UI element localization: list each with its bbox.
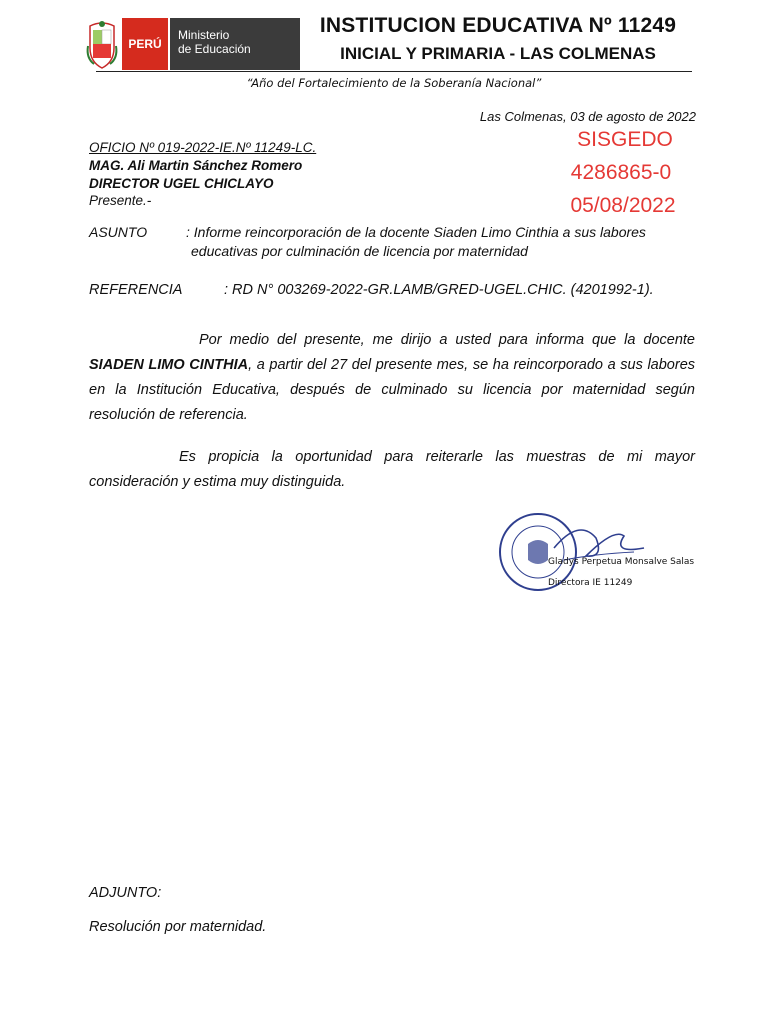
sisgedo-date: 05/08/2022 — [570, 194, 676, 217]
ministry-logo — [84, 18, 300, 70]
asunto-label: ASUNTO — [89, 224, 148, 240]
asunto-line-2: educativas por culminación de licencia por maternidad — [191, 243, 528, 259]
header-divider — [96, 71, 692, 72]
ministry-line-1: Ministerio — [178, 28, 230, 42]
signer-role: Directora IE 11249 — [548, 578, 633, 588]
peru-label: PERÚ — [122, 18, 168, 70]
recipient-name: MAG. Ali Martin Sánchez Romero — [89, 158, 303, 173]
institution-title: INSTITUCION EDUCATIVA Nº 11249 — [319, 14, 677, 37]
sisgedo-label: SISGEDO — [577, 128, 673, 151]
asunto-line-1: : Informe reincorporación de la docente Siaden Limo Cinthia a sus labores — [186, 224, 646, 240]
ministry-line-2: de Educación — [178, 42, 251, 56]
body-p1-intro: Por medio del presente, me dirijo a usted para informa que la docente — [199, 332, 695, 348]
letter-date: Las Colmenas, 03 de agosto de 2022 — [479, 109, 696, 124]
ministry-name — [170, 18, 300, 70]
year-motto: “Año del Fortalecimiento de la Soberanía Nacional” — [246, 76, 542, 90]
oficio-number: OFICIO Nº 019-2022-IE.Nº 11249-LC. — [89, 140, 317, 155]
institution-subtitle: INICIAL Y PRIMARIA - LAS COLMENAS — [340, 44, 656, 63]
body-p1-rest: , a partir del 27 del presente mes, se ha reincorporado a sus labores en la Institución Educativa, después de culminado su licencia por maternidad según resolución de referencia. — [89, 357, 696, 423]
recipient-title: DIRECTOR UGEL CHICLAYO — [89, 176, 274, 191]
sisgedo-number: 4286865-0 — [570, 161, 672, 184]
signer-name: Gladys Perpetua Monsalve Salas — [548, 557, 695, 567]
presente: Presente.- — [89, 193, 152, 208]
referencia-value: : RD N° 003269-2022-GR.LAMB/GRED-UGEL.CHIC. (4201992-1). — [224, 282, 654, 298]
body-paragraph-2: Es propicia la oportunidad para reiterarle las muestras de mi mayor consideración y estima muy distinguida. — [89, 449, 695, 490]
peru-coat-of-arms-icon — [84, 18, 120, 70]
teacher-name: SIADEN LIMO CINTHIA — [89, 357, 249, 373]
adjunto-label: ADJUNTO: — [89, 885, 162, 901]
referencia-label: REFERENCIA — [89, 282, 183, 298]
body-paragraph-1 — [89, 328, 695, 428]
adjunto-value: Resolución por maternidad. — [89, 919, 267, 935]
